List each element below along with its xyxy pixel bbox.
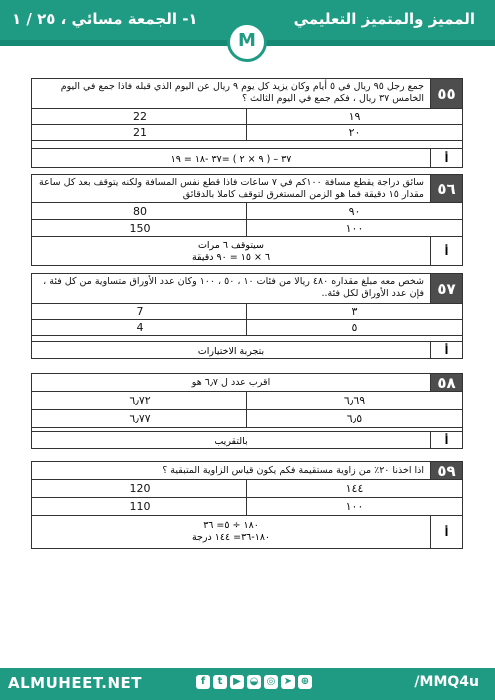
question-number: ٥٥ [430, 79, 462, 108]
question-number: ٥٦ [430, 175, 462, 202]
social-handle[interactable]: /MMQ4u [414, 674, 479, 690]
answer-explanation-line2: ١٨٠-٣٦= ١٤٤ درجة [191, 532, 271, 543]
option-c[interactable]: ٦٫٥ [246, 410, 462, 427]
option-a[interactable]: ١٩ [246, 109, 462, 124]
question-59 [31, 461, 463, 549]
logo-letter: M [238, 30, 256, 51]
question-58 [31, 373, 463, 449]
answer-label: أ [430, 237, 462, 266]
option-c[interactable]: ١٠٠ [246, 220, 462, 236]
question-stem: اذا اخذنا ٢٠٪ من زاوية مستقيمة فكم يكون قياس الزاوية المتبقية ؟ [162, 464, 424, 476]
option-c[interactable]: ٥ [246, 320, 462, 335]
header-title: المميز والمتميز التعليمي [293, 10, 475, 28]
answer-explanation: سيتوقف ٦ مرات [197, 240, 265, 251]
header-subtitle: ١- الجمعة مسائي ، ٢٥ / ١ [12, 10, 198, 28]
question-stem: اقرب عدد ل ٦٫٧ هو [191, 376, 271, 388]
twitter-icon[interactable]: t [213, 675, 227, 689]
question-stem: شخص معه مبلغ مقداره ٤٨٠ ريالا من فئات ١٠ ، ٥٠ ، ١٠٠ وكان عدد الأوراق متساوية من كل فئة ، فإن عدد الأوراق لكل فئة.. [43, 276, 424, 299]
option-c[interactable]: ١٠٠ [246, 498, 462, 515]
option-a[interactable]: ٩٠ [246, 203, 462, 219]
snapchat-icon[interactable]: ◒ [247, 675, 261, 689]
telegram-icon[interactable]: ➤ [281, 675, 295, 689]
question-number: ٥٨ [430, 374, 462, 391]
answer-label: أ [430, 342, 462, 359]
answer-explanation-line2: ٦ × ١٥ = ٩٠ دقيقة [191, 252, 271, 263]
question-number: ٥٧ [430, 274, 462, 303]
youtube-icon[interactable]: ▶ [230, 675, 244, 689]
answer-explanation: بتجربة الاختيارات [197, 345, 265, 357]
answer-label: أ [430, 516, 462, 549]
question-56 [31, 174, 463, 266]
option-b[interactable]: ٦٫٧٢ [129, 394, 151, 407]
option-b[interactable]: 120 [129, 482, 151, 495]
option-a[interactable]: ٣ [246, 304, 462, 319]
option-d[interactable]: 4 [136, 321, 144, 334]
option-b[interactable]: 80 [133, 204, 147, 218]
answer-label: أ [430, 432, 462, 449]
question-stem: جمع رجل ٩٥ ريال في ٥ أيام وكان يزيد كل يوم ٩ ريال عن اليوم الذي قبله فاذا جمع في اليوم الخامس ٣٧ ريال ، فكم جمع في اليوم الثالث ؟ [60, 81, 424, 104]
option-a[interactable]: ١٤٤ [246, 480, 462, 497]
answer-explanation: بالتقريب [214, 435, 248, 447]
option-b[interactable]: 22 [133, 110, 147, 123]
option-c[interactable]: ٢٠ [246, 125, 462, 140]
option-d[interactable]: 110 [129, 500, 151, 513]
globe-icon[interactable]: ⊕ [298, 675, 312, 689]
page-footer [0, 668, 495, 700]
facebook-icon[interactable]: f [196, 675, 210, 689]
question-57 [31, 273, 463, 359]
answer-explanation: ٣٧ – ( ٩ × ٢ ) =٣٧ -١٨ = ١٩ [170, 153, 292, 165]
option-b[interactable]: 7 [136, 305, 144, 318]
question-55 [31, 78, 463, 168]
option-d[interactable]: 21 [133, 126, 147, 139]
answer-explanation: ١٨٠ ÷ ٥= ٣٦ [203, 520, 259, 531]
question-number: ٥٩ [430, 462, 462, 479]
instagram-icon[interactable]: ◎ [264, 675, 278, 689]
option-d[interactable]: 150 [129, 221, 151, 235]
question-stem: سائق دراجة يقطع مسافة ١٠٠كم في ٧ ساعات فاذا قطع نفس المسافة ولكنه يتوقف بعد كل ساعة مقدار ١٥ دقيقة فما هو الزمن المستغرق لتوقف كاملا بالدقائق [39, 177, 424, 200]
logo [227, 22, 267, 62]
option-a[interactable]: ٦٫٦٩ [246, 392, 462, 409]
answer-label: أ [430, 149, 462, 168]
option-d[interactable]: ٦٫٧٧ [129, 412, 151, 425]
site-link[interactable]: ALMUHEET.NET [8, 674, 143, 692]
